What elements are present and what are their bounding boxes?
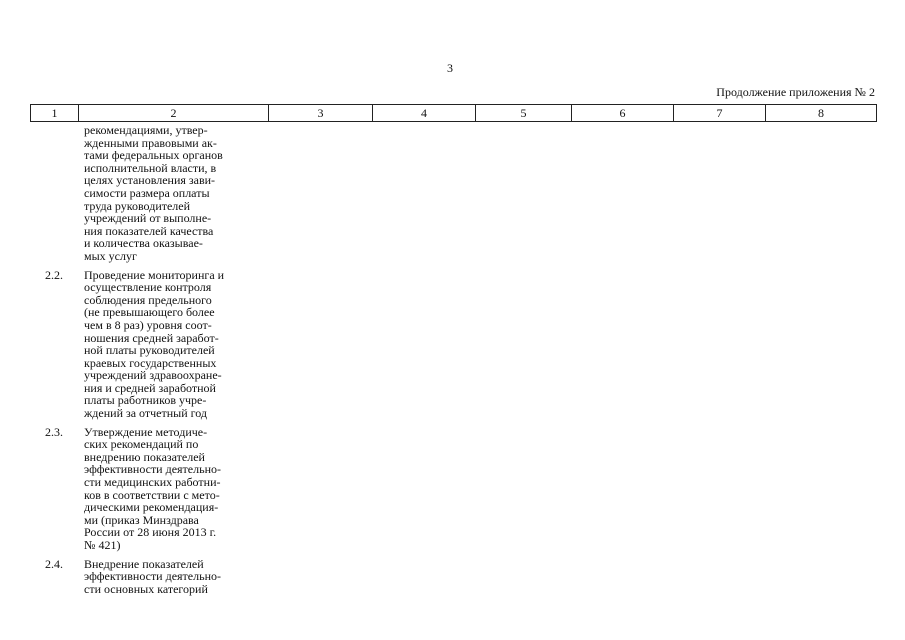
row-description-line: жденными правовыми ак- — [84, 135, 217, 150]
column-header-cell: 7 — [674, 105, 766, 122]
row-description-line: ношения средней заработ- — [84, 330, 219, 345]
continuation-label: Продолжение приложения № 2 — [716, 85, 875, 99]
row-description-line: осуществление контроля — [84, 280, 212, 295]
row-description-line: целях установления зави- — [84, 173, 216, 188]
row-number: 2.3. — [45, 424, 63, 439]
row-description-line: соблюдения предельного — [84, 292, 212, 307]
row-description-line: мых услуг — [84, 248, 137, 263]
row-description-line: Проведение мониторинга и — [84, 267, 225, 282]
row-number: 2.4. — [45, 556, 63, 571]
row-description-line: чем в 8 раз) уровня соот- — [84, 317, 212, 332]
row-number: 2.2. — [45, 267, 63, 282]
row-description-line: эффективности деятельно- — [84, 569, 222, 584]
row-description-line: учреждений здравоохране- — [84, 368, 222, 383]
row-description-line: внедрению показателей — [84, 449, 205, 464]
row-description-line: Утверждение методиче- — [84, 424, 208, 439]
row-description-line: России от 28 июня 2013 г. — [84, 525, 217, 540]
row-description-line: труда руководителей — [84, 198, 191, 213]
row-description-line: ния показателей качества — [84, 223, 214, 238]
row-number — [30, 124, 78, 263]
row-description-line: сти медицинских работни- — [84, 475, 221, 490]
row-description — [78, 558, 262, 596]
row-description-line: ния и средней заработной — [84, 380, 216, 395]
column-header-cell: 3 — [269, 105, 373, 122]
row-description-line: учреждений от выполне- — [84, 211, 212, 226]
row-description-line: платы работников учре- — [84, 393, 207, 408]
row-description-line: тами федеральных органов — [84, 148, 223, 163]
row-description-line: исполнительной власти, в — [84, 160, 217, 175]
row-description-line: ждений за отчетный год — [84, 406, 208, 421]
column-header-cell: 1 — [31, 105, 79, 122]
row-description — [78, 124, 262, 263]
page-number: 3 — [447, 61, 453, 75]
column-header-cell: 5 — [476, 105, 572, 122]
column-header-cell: 8 — [766, 105, 877, 122]
row-description — [78, 269, 262, 420]
row-description-line: и количества оказывае- — [84, 236, 203, 251]
column-header-cell: 2 — [79, 105, 269, 122]
row-description-line: № 421) — [84, 538, 121, 552]
column-header-cell: 6 — [572, 105, 674, 122]
table-row — [30, 426, 270, 552]
row-description — [78, 426, 262, 552]
column-header-table — [30, 104, 877, 122]
row-description-line: ной платы руководителей — [84, 343, 215, 358]
row-description-line: ских рекомендаций по — [84, 437, 199, 452]
table-row — [30, 269, 270, 420]
row-description-line: сти основных категорий — [84, 581, 208, 596]
row-description-line: Внедрение показателей — [84, 556, 204, 571]
column-header-row — [31, 105, 877, 122]
row-description-line: (не превышающего более — [84, 305, 215, 320]
table-body — [30, 124, 270, 601]
table-row — [30, 124, 270, 263]
row-description-line: дическими рекомендация- — [84, 500, 219, 515]
row-description-line: симости размера оплаты — [84, 185, 210, 200]
row-description-line: эффективности деятельно- — [84, 462, 222, 477]
row-description-line: ми (приказ Минздрава — [84, 512, 199, 527]
column-header-cell: 4 — [373, 105, 476, 122]
row-description-line: рекомендациями, утвер- — [84, 123, 208, 137]
row-description-line: ков в соответствии с мето- — [84, 487, 220, 502]
table-row — [30, 558, 270, 596]
row-description-line: краевых государственных — [84, 355, 217, 370]
